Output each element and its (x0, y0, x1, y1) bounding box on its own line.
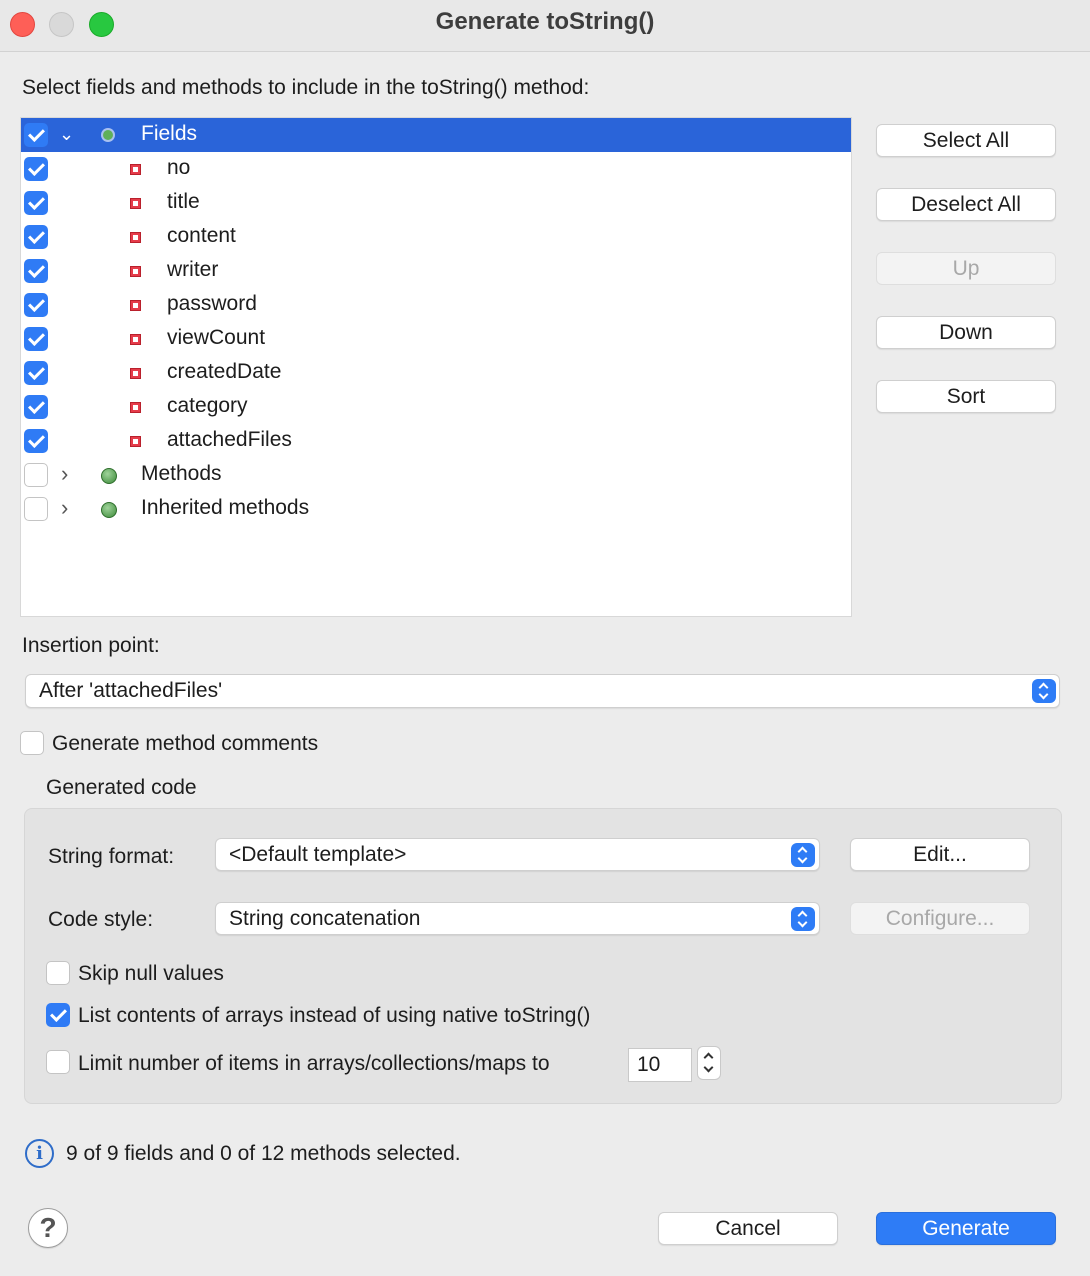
limit-items-stepper[interactable] (697, 1046, 721, 1080)
insertion-point-label: Insertion point: (22, 634, 160, 657)
select-all-button[interactable]: Select All (876, 124, 1056, 157)
select-arrows-icon (1032, 679, 1056, 703)
private-field-icon (130, 300, 141, 311)
window-title: Generate toString() (435, 8, 655, 35)
tree-row-methods[interactable] (21, 458, 851, 492)
down-button[interactable]: Down (876, 316, 1056, 349)
title-bar (0, 0, 1090, 52)
field-name: password (167, 292, 257, 315)
sort-button[interactable]: Sort (876, 380, 1056, 413)
private-field-icon (130, 334, 141, 345)
tree-row-fields[interactable] (21, 118, 851, 152)
private-field-icon (130, 402, 141, 413)
code-style-label: Code style: (48, 908, 154, 931)
fields-checkbox[interactable] (24, 123, 48, 147)
deselect-all-button[interactable]: Deselect All (876, 188, 1056, 221)
field-name: createdDate (167, 360, 282, 383)
string-format-label: String format: (48, 845, 175, 868)
field-name: attachedFiles (167, 428, 292, 451)
field-name: title (167, 190, 200, 213)
stepper-down-icon[interactable] (704, 1063, 714, 1073)
tree-row-field[interactable] (21, 186, 851, 220)
string-format-value: <Default template> (229, 843, 407, 866)
select-arrows-icon (791, 907, 815, 931)
stepper-up-icon[interactable] (704, 1053, 714, 1063)
insertion-point-select[interactable] (25, 674, 1060, 708)
tree-row-field[interactable] (21, 322, 851, 356)
field-name: category (167, 394, 248, 417)
tree-row-label: Inherited methods (141, 496, 310, 519)
tree-row-label: Methods (141, 462, 222, 485)
list-arrays-checkbox[interactable] (46, 1003, 70, 1027)
limit-items-input[interactable]: 10 (628, 1048, 692, 1082)
field-name: viewCount (167, 326, 266, 349)
tree-row-label: Fields (141, 122, 198, 145)
field-checkbox[interactable] (24, 157, 48, 181)
generate-comments-checkbox[interactable] (20, 731, 44, 755)
up-button[interactable]: Up (876, 252, 1056, 285)
help-icon[interactable]: ? (28, 1208, 68, 1248)
tree-row-field[interactable] (21, 254, 851, 288)
tree-row-field[interactable] (21, 288, 851, 322)
inherited-methods-checkbox[interactable] (24, 497, 48, 521)
tree-row-inherited-methods[interactable] (21, 492, 851, 526)
tree-row-field[interactable] (21, 356, 851, 390)
method-group-icon (101, 468, 117, 484)
field-checkbox[interactable] (24, 191, 48, 215)
code-style-select[interactable] (215, 902, 820, 935)
private-field-icon (130, 164, 141, 175)
generate-button[interactable]: Generate (876, 1212, 1056, 1245)
field-name: content (167, 224, 236, 247)
tree-row-field[interactable] (21, 152, 851, 186)
list-arrays-label: List contents of arrays instead of using native toString() (78, 1004, 591, 1027)
chevron-right-icon[interactable]: › (61, 461, 69, 486)
field-checkbox[interactable] (24, 225, 48, 249)
limit-items-checkbox[interactable] (46, 1050, 70, 1074)
field-checkbox[interactable] (24, 293, 48, 317)
tree-row-field[interactable] (21, 424, 851, 458)
tree-row-field[interactable] (21, 390, 851, 424)
chevron-right-icon[interactable]: › (61, 495, 69, 520)
private-field-icon (130, 198, 141, 209)
methods-checkbox[interactable] (24, 463, 48, 487)
skip-null-checkbox[interactable] (46, 961, 70, 985)
code-style-value: String concatenation (229, 907, 421, 930)
instruction-label: Select fields and methods to include in the toString() method: (22, 76, 590, 99)
field-name: writer (167, 258, 219, 281)
private-field-icon (130, 368, 141, 379)
field-checkbox[interactable] (24, 395, 48, 419)
tree-row-field[interactable] (21, 220, 851, 254)
generated-code-heading: Generated code (46, 776, 197, 799)
skip-null-label: Skip null values (78, 962, 224, 985)
edit-button[interactable]: Edit... (850, 838, 1030, 871)
configure-button[interactable]: Configure... (850, 902, 1030, 935)
select-arrows-icon (791, 843, 815, 867)
cancel-button[interactable]: Cancel (658, 1212, 838, 1245)
field-checkbox[interactable] (24, 361, 48, 385)
field-checkbox[interactable] (24, 259, 48, 283)
limit-items-label: Limit number of items in arrays/collections/maps to (78, 1052, 550, 1075)
generate-comments-label: Generate method comments (52, 732, 319, 755)
insertion-point-value: After 'attachedFiles' (39, 679, 223, 702)
selection-status: 9 of 9 fields and 0 of 12 methods selected. (66, 1142, 461, 1165)
field-name: no (167, 156, 191, 179)
fields-group-icon (103, 130, 113, 140)
method-group-icon (101, 502, 117, 518)
private-field-icon (130, 232, 141, 243)
chevron-down-icon[interactable]: ⌄ (59, 124, 75, 144)
field-checkbox[interactable] (24, 327, 48, 351)
private-field-icon (130, 266, 141, 277)
member-tree[interactable] (20, 117, 852, 617)
string-format-select[interactable] (215, 838, 820, 871)
info-icon: i (25, 1139, 54, 1168)
private-field-icon (130, 436, 141, 447)
field-checkbox[interactable] (24, 429, 48, 453)
